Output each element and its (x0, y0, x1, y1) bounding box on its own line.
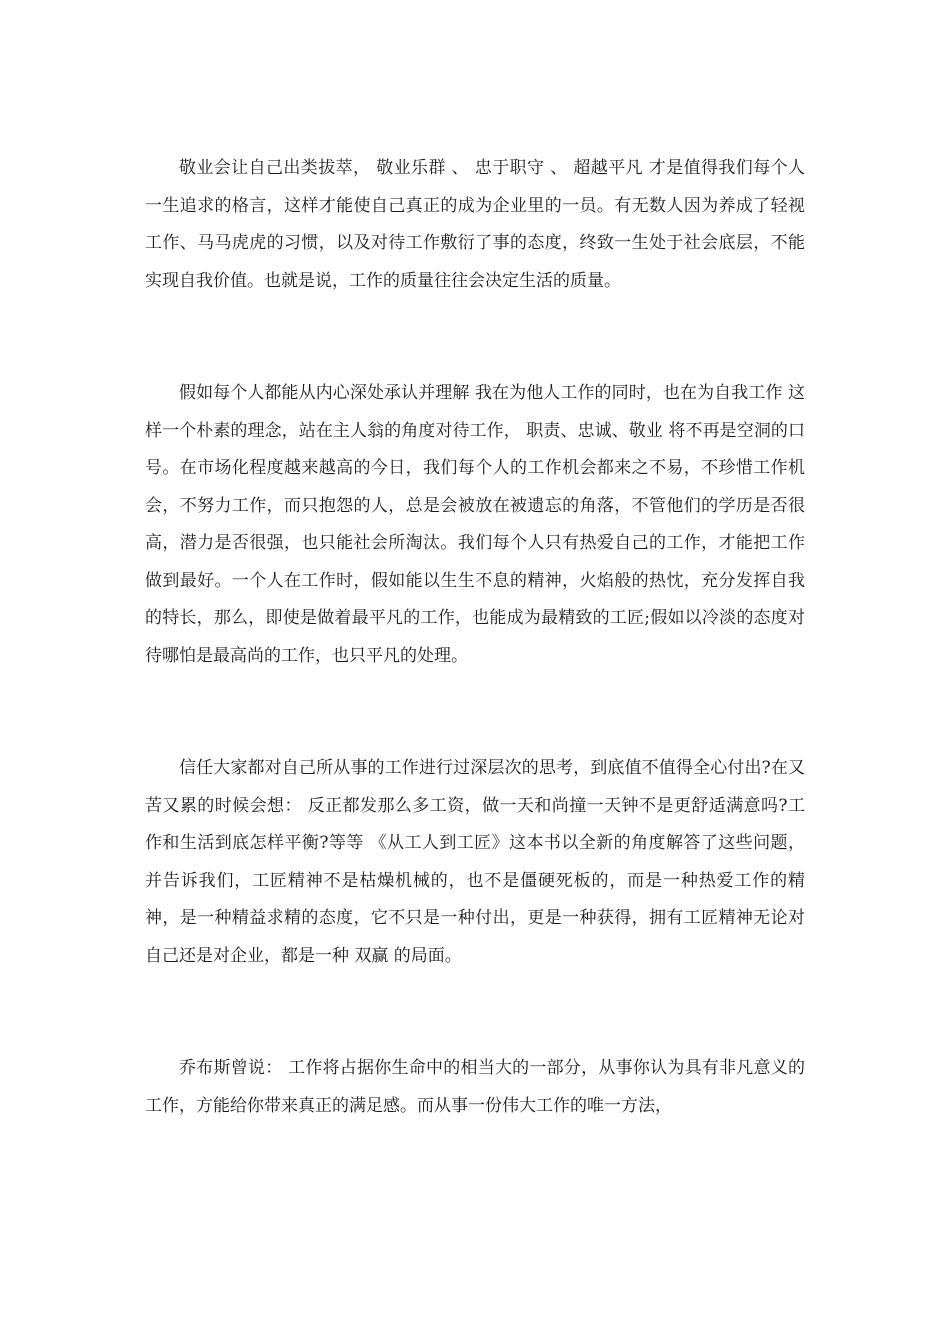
paragraph-dedication: 敬业会让自己出类拔萃， 敬业乐群 、 忠于职守 、 超越平凡 才是值得我们每个人一生追求的格言，这样才能使自己真正的成为企业里的一员。有无数人因为养成了轻视工作、马马虎虎的习惯，以及对待工作敷衍了事的态度，终致一生处于社会底层，不能实现自我价值。也就是说，工作的质量往往会决定生活的质量。 (145, 158, 805, 291)
document-page (145, 150, 805, 1125)
paragraph-working-for-self: 假如每个人都能从内心深处承认并理解 我在为他人工作的同时，也在为自我工作 这样一个朴素的理念，站在主人翁的角度对待工作， 职责、忠诚、敬业 将不再是空洞的口号。在市场化程度越来越高的今日，我们每个人的工作机会都来之不易，不珍惜工作机会，不努力工作，而只抱怨的人，总是会被放在被遗忘的角落，不管他们的学历是否很高，潜力是否很强，也只能社会所淘汰。我们每个人只有热爱自己的工作，才能把工作做到最好。一个人在工作时，假如能以生生不息的精神，火焰般的热忱，充分发挥自我的特长，那么，即使是做着最平凡的工作，也能成为最精致的工匠;假如以冷淡的态度对待哪怕是最高尚的工作，也只平凡的处理。 (145, 383, 805, 666)
paragraph-jobs-quote: 乔布斯曾说： 工作将占据你生命中的相当大的一部分，从事你认为具有非凡意义的工作，方能给你带来真正的满足感。而从事一份伟大工作的唯一方法， (145, 1058, 805, 1116)
paragraph-craftsman-spirit: 信任大家都对自己所从事的工作进行过深层次的思考，到底值不值得全心付出?在又苦又累的时候会想： 反正都发那么多工资，做一天和尚撞一天钟不是更舒适满意吗?工作和生活到底怎样平衡?等等 《从工人到工匠》这本书以全新的角度解答了这些问题，并告诉我们，工匠精神不是枯燥机械的，也不是僵硬死板的，而是一种热爱工作的精神，是一种精益求精的态度，它不只是一种付出，更是一种获得，拥有工匠精神无论对自己还是对企业，都是一种 双赢 的局面。 (145, 758, 805, 966)
